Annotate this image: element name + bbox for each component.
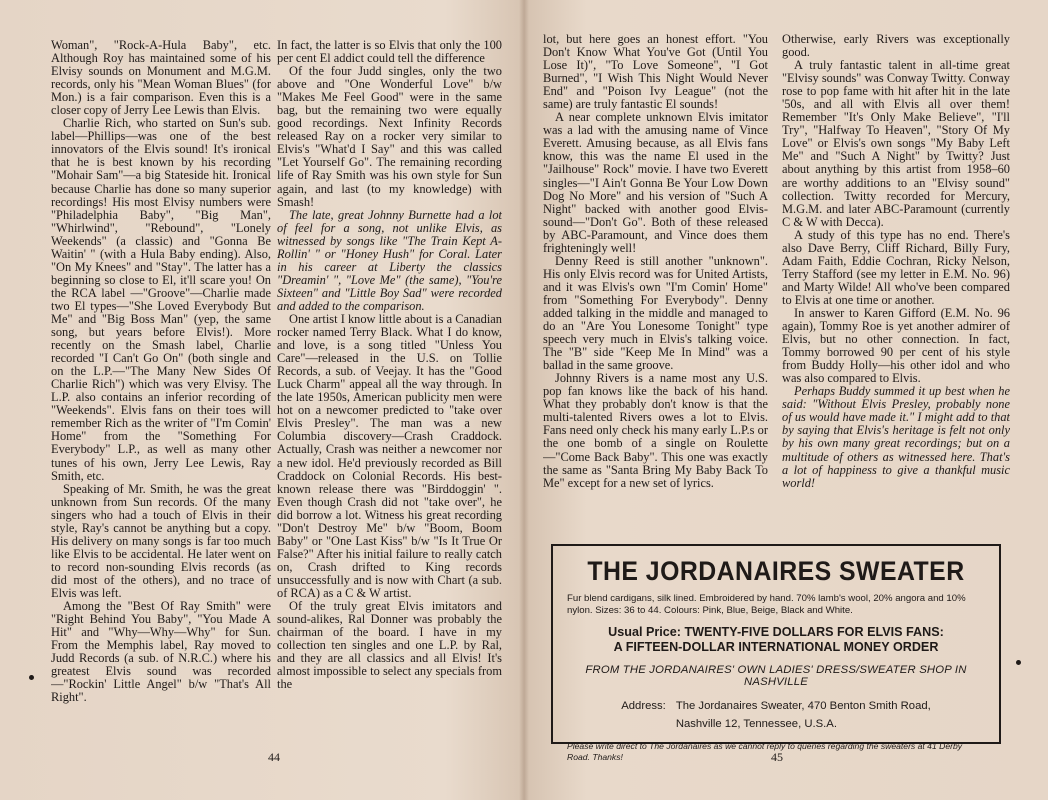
paragraph: In answer to Karen Gifford (E.M. No. 96 again), Tommy Roe is yet another admirer of Elvis, but no other connection. In fact, Tommy borrowed 90 per cent of his style from Buddy Holly—his other idol and who was also compared to Elvis.: [782, 305, 1010, 386]
margin-dot-right: [1016, 660, 1021, 665]
page-number-left: 44: [268, 750, 280, 764]
paragraph: Otherwise, early Rivers was exceptionally good.: [782, 33, 1010, 60]
ad-price-line-1: Usual Price: TWENTY-FIVE DOLLARS FOR ELVIS FANS:: [608, 625, 944, 639]
paragraph: The late, great Johnny Burnette had a lot of feel for a song, not unlike Elvis, as witnessed by songs like "The Train Kept A-Rollin' " or "Honey Hush" for Coral. Later in his career at Liberty the classics "Dreamin' ", "Love Me" (the same), "You're Sixteen" and "Little Boy Sad" were recorded and added to the comparison.: [277, 207, 502, 313]
column-1: [51, 39, 271, 767]
ad-title: THE JORDANAIRES SWEATER: [587, 556, 965, 586]
paragraph: Of the truly great Elvis imitators and sound-alikes, Ral Donner was probably the chairman of the board. I have in my collection ten singles and one L.P. by Ral, and they are all classics and all Elvis! It's almost impossible to select any specials from the: [277, 599, 502, 692]
paragraph: One artist I know little about is a Canadian rocker named Terry Black. What I do know, and love, is a song titled "Unless You Care"—released in the U.S. on Tollie Records, a sub. of Veejay. It has the "Good Luck Charm" appeal all the way through. In the late 1950s, American publicity men were hot on a newcomer predicted to "take over Elvis Presley". The man was a new Columbia discovery—Crash Craddock. Actually, Crash was neither a newcomer nor a new idol. He'd previously recorded as Bill Craddock on Colonial Records. His best-known release there was "Birddoggin' ". Even though Crash did not "take over", he did borrow a lot. Witness his great recording "Don't Destroy Me" b/w "Boom, Boom Baby" or "One Last Kiss" b/w "Is It True Or False?" After his initial failure to really catch on, Crash drifted to King records unsuccessfully and is now with Chart (a sub. of RCA) as a C & W artist.: [277, 311, 502, 600]
paragraph: A near complete unknown Elvis imitator was a lad with the amusing name of Vince Everett. Amusing because, as all Elvis fans know, this was the name El used in the "Jailhouse" Rock" movie. I have two Everett singles—"I Ain't Gonna Be Your Low Down Dog No More" and his version of "Such A Night" backed with another good Elvis-sound—"Don't Go". Both of these released by ABC-Paramount, and Vince does them frighteningly well!: [543, 110, 768, 255]
paragraph: In fact, the latter is so Elvis that only the 100 per cent El addict could tell the difference: [277, 39, 502, 66]
ad-address-lines: [676, 697, 931, 733]
ad-address: [567, 697, 985, 733]
ad-address-label: Address:: [621, 700, 666, 712]
page-gutter: [519, 0, 529, 800]
paragraph: Among the "Best Of Ray Smith" were "Right Behind You Baby", "You Made A Hit" and "Why—Why—Why" for Sun. From the Memphis label, Ray moved to Judd Records (a sub. of N.R.C.) where his greatest Elvis sound was recorded—"Rockin' Little Angel" b/w "That's All Right".: [51, 599, 271, 705]
paragraph: Woman", "Rock-A-Hula Baby", etc. Although Roy has maintained some of his Elvisy sounds on Monument and M.G.M. records, only his "Mean Woman Blues" (for Mon.) is a fair comparison. Even this is a closer copy of Jerry Lee Lewis than Elvis.: [51, 39, 271, 118]
ad-price-line-2: A FIFTEEN-DOLLAR INTERNATIONAL MONEY ORDER: [613, 640, 939, 654]
ad-shop-line: FROM THE JORDANAIRES' OWN LADIES' DRESS/SWEATER SHOP IN NASHVILLE: [585, 664, 967, 688]
margin-dot-left: [29, 675, 34, 680]
paragraph: Charlie Rich, who started on Sun's sub. label—Phillips—was one of the best innovators of the Elvis sound! It's ironical that he is best known by his recording "Mohair Sam"—a big Stateside hit. Ironical because Charlie has done so many superior recordings! His most Elvisy numbers were "Philadelphia Baby", "Big Man", "Whirlwind", "Rebound", "Lonely Weekends" (a classic) and "Gonna Be Waitin' " (with a Hula Baby ending). Also, "On My Knees" and "Stay". The latter has a beginning so close to El, it'll scare you! On the RCA label —"Groove"—Charlie made two El types—"She Loved Everybody But Me" and "Big Boss Man" (yep, the same song, but years before Elvis!). More recently on the Smash label, Charlie recorded "I Can't Go On" (both single and on the L.P.—"The Many New Sides Of Charlie Rich") which was very Elvisy. The L.P. also contains an inferior recording of "Weekends". Elvis fans on their toes will remember Rich as the writer of "I'm Comin' Home" from the "Something For Everybody" L.P., as well as many other tunes of his own, Jerry Lee Lewis, Ray Smith, etc.: [51, 116, 271, 483]
paragraph: A study of this type has no end. There's also Dave Berry, Cliff Richard, Billy Fury, Adam Faith, Eddie Cochran, Ricky Nelson, Terry Stafford (see my letter in E.M. No. 96) and Marty Wilde! All who've been compared to Elvis at one time or another.: [782, 227, 1010, 307]
column-3: [543, 33, 768, 533]
ad-address-line-1: The Jordanaires Sweater, 470 Benton Smith Road,: [675, 700, 931, 712]
paragraph: Speaking of Mr. Smith, he was the great unknown from Sun records. Of the many singers who had a touch of Elvis in their style, Ray's cannot be anything but a copy. His delivery on many songs is far too much like Elvis to be accidental. He later went on to record non-sounding Elvis records (as did most of the others), and no trace of Elvis was left.: [51, 481, 271, 600]
paragraph: lot, but here goes an honest effort. "You Don't Know What You've Got (Until You Lose It)", "To Love Someone", "I Got Burned", "I Wish This Night Would Never End" and "Poison Ivy League" (not the same) are truly fantastic El sounds!: [543, 33, 768, 112]
paragraph: Johnny Rivers is a name most any U.S. pop fan knows like the back of his hand. What they probably don't know is that the multi-talented Rivers owes a lot to Elvis. Fans need only check his many early L.P.s or the one bomb of a single on Roulette—"Come Back Baby". This one was exactly the same as "Santa Bring My Baby Back To Me" except for a new set of lyrics.: [543, 371, 768, 490]
paragraph: Of the four Judd singles, only the two above and "One Wonderful Love" b/w "Makes Me Feel Good" were in the same bag, but the remaining two were equally good recordings. Next Infinity Records released Ray on a rocker very similar to Elvis's "What'd I Say" and this was called "Let Yourself Go". The remaining recording life of Ray Smith was his own style for Sun again, and last (to my knowledge) with Smash!: [277, 64, 502, 209]
column-4: [782, 33, 1010, 533]
paragraph: Denny Reed is still another "unknown". His only Elvis record was for United Artists, and it was Elvis's own "I'm Comin' Home" from "Something For Everybody". Denny added talking in the middle and managed to do an "Are You Lonesome Tonight" type speech very much in Elvis's talking voice. The "B" side "Keep Me In Mind" was a ballad in the same groove.: [543, 253, 768, 373]
ad-address-line-2: Nashville 12, Tennessee, U.S.A.: [675, 718, 837, 730]
paragraph: Perhaps Buddy summed it up best when he said: "Without Elvis Presley, probably none of us would have made it." I might add to that by saying that Elvis's heritage is felt not only by his own many great recordings; but on a multitude of others as witnessed here. That's a lot of happiness to give a thankful music world!: [782, 384, 1010, 490]
ad-note: Please write direct to The Jordanaires as we cannot reply to queries regarding the sweaters at 41 Derby Road. Thanks!: [567, 741, 963, 762]
column-2: [277, 39, 502, 757]
page-number-right: 45: [771, 750, 783, 764]
ad-description: Fur blend cardigans, silk lined. Embroidered by hand. 70% lamb's wool, 20% angora and 10% nylon. Sizes: 36 to 44. Colours: Pink, Blue, Beige, Black and White.: [567, 593, 966, 616]
paragraph: A truly fantastic talent in all-time great "Elvisy sounds" was Conway Twitty. Conway rose to pop fame with hit after hit in the late '50s, and all with Elvis all over them! Remember "It's Only Make Believe", "I'll Try", "Halfway To Heaven", "Story Of My Love" or Elvis's own songs "My Baby Left Me" and "Such A Night" by Twitty? Just about anything by this artist from 1958–60 are worthy additions to an "Elvisy sound" collection. Twitty recorded for Mercury, M.G.M. and later ABC-Paramount (currently C & W with Decca).: [782, 58, 1010, 229]
